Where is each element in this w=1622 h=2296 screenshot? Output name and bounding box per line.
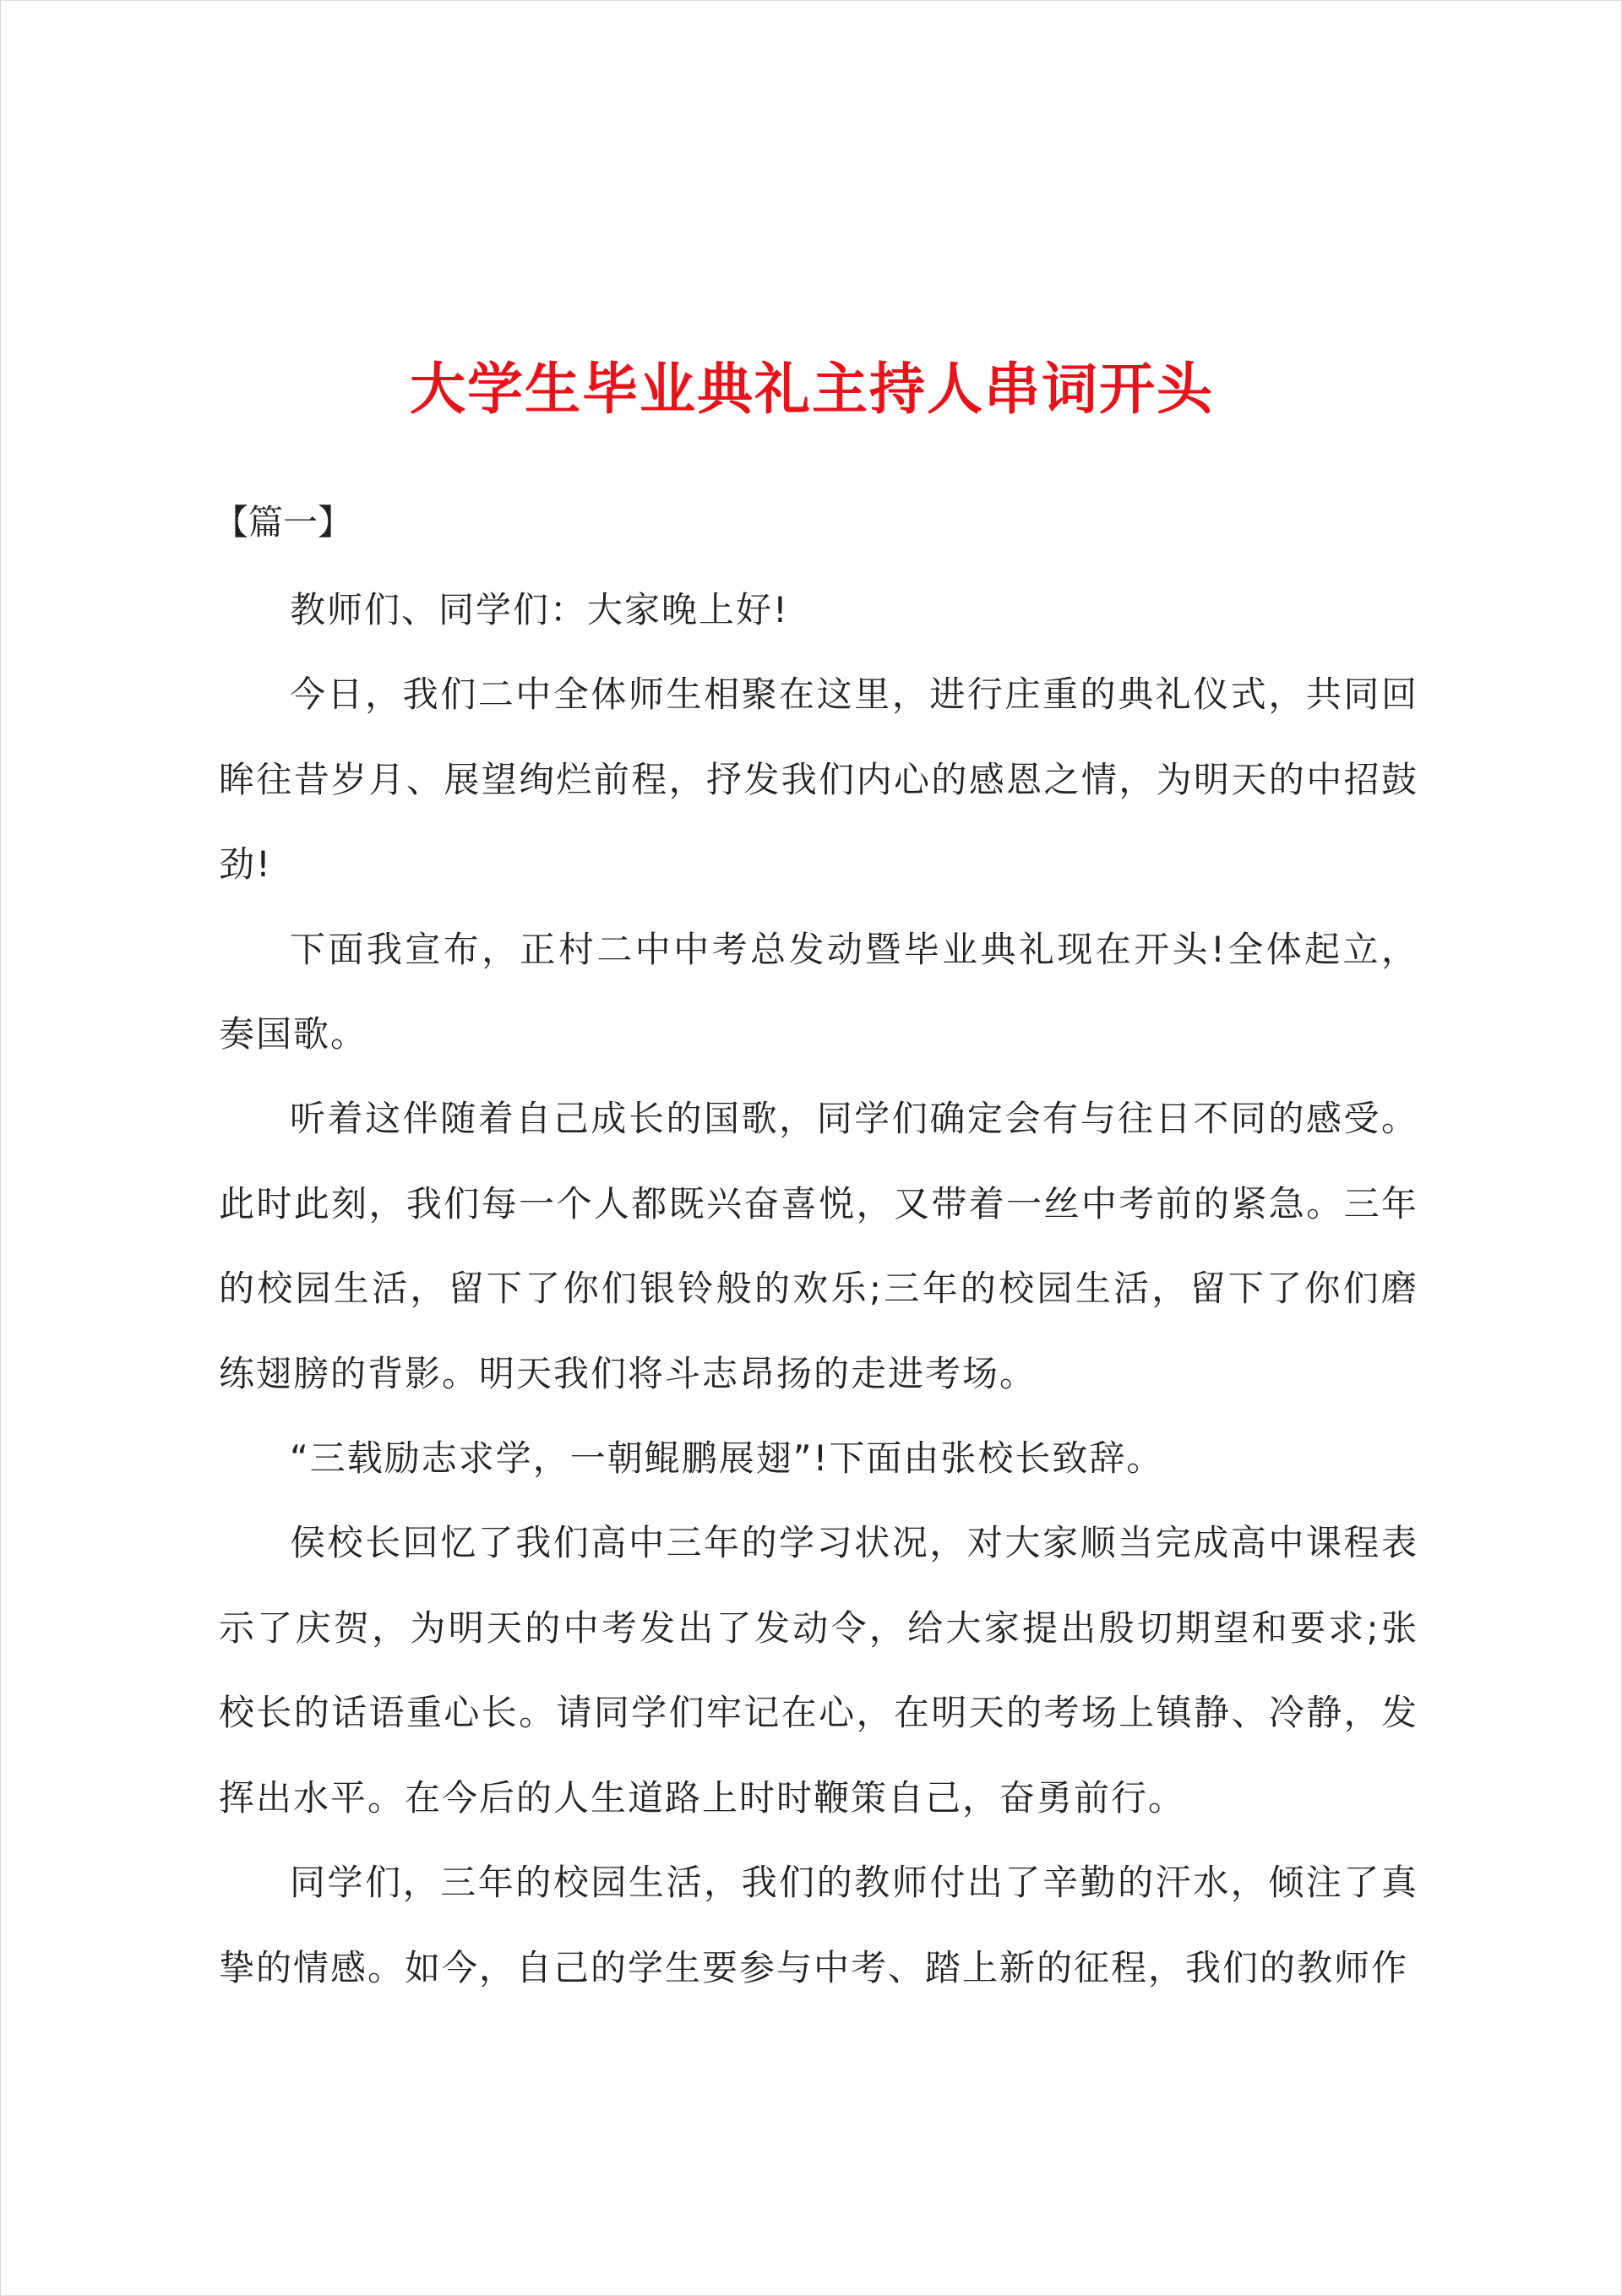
paragraph: 侯校长回忆了我们高中三年的学习状况，对大家顺当完成高中课程表示了庆贺，为明天的中考发出了发动令，给大家提出殷切期望和要求;张校长的话语重心长。请同学们牢记在心，在明天的考场上镇静、冷静，发挥出水平。在今后的人生道路上时时鞭策自己，奋勇前行。 (219, 1522, 1418, 1819)
section-heading: 【篇一】 (214, 502, 352, 543)
paragraph: 教师们、同学们：大家晚上好! (290, 589, 789, 630)
paragraph: 同学们，三年的校园生活，我们的教师付出了辛勤的汗水，倾注了真挚的情感。如今，自己的学生要参与中考、踏上新的征程，我们的教师作 (219, 1862, 1418, 1988)
paragraph: 听着这伴随着自己成长的国歌，同学们确定会有与往日不同的感受。此时此刻，我们每一个人都既兴奋喜悦，又带着一丝中考前的紧急。三年的校园生活，留下了你们银铃般的欢乐;三年的校园生活，留下了你们磨练翅膀的背影。明天我们将斗志昂扬的走进考场。 (219, 1098, 1418, 1394)
paragraph: “三载励志求学，一朝鲲鹏展翅”!下面由张校长致辞。 (290, 1437, 1164, 1480)
paragraph: 今日，我们二中全体师生相聚在这里，进行庄重的典礼仪式，共同回眸往昔岁月、展望绚烂前程，抒发我们内心的感恩之情，为明天的中招鼓劲! (219, 674, 1418, 886)
document-title: 大学生毕业典礼主持人串词开头 (410, 356, 1214, 422)
paragraph: 下面我宣布，正村二中中考总发动暨毕业典礼现在开头!全体起立，奏国歌。 (219, 928, 1418, 1055)
document-body (219, 568, 1418, 2010)
